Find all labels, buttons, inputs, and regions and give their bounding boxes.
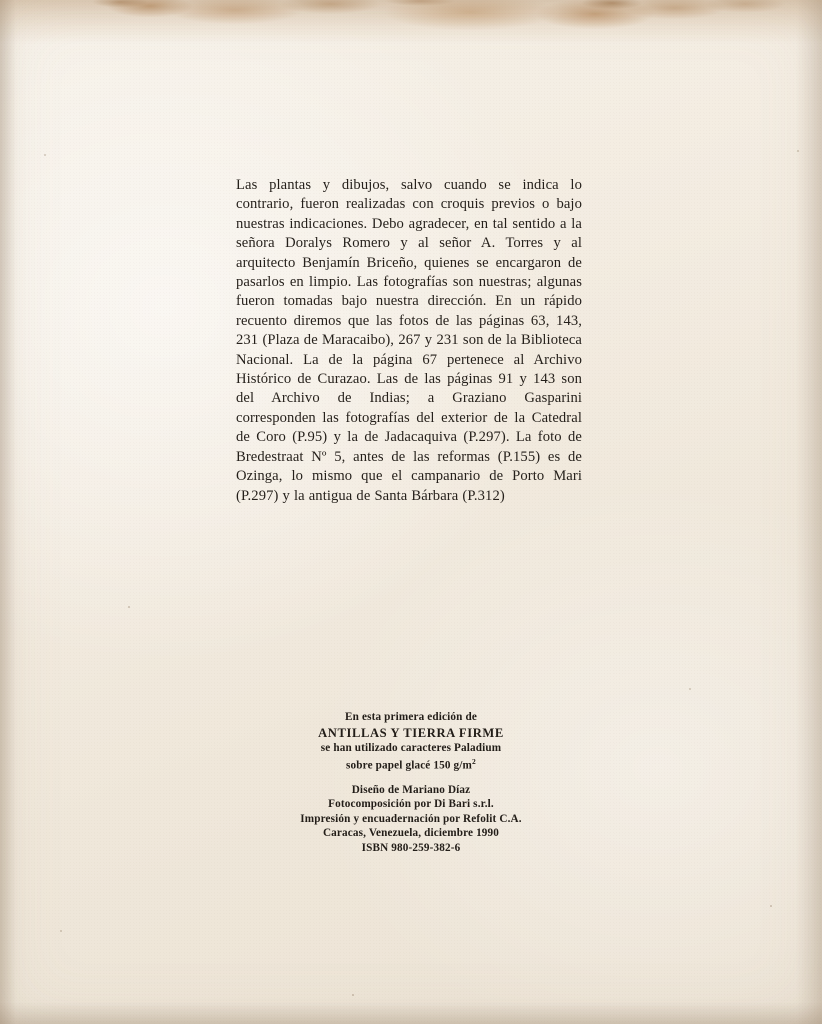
colophon-block (0, 710, 822, 855)
paper-stain-top (0, 0, 822, 44)
paper-speck (352, 994, 354, 996)
paper-speck (128, 606, 130, 608)
paper-speck (770, 905, 772, 907)
paper-edge-bottom (0, 1002, 822, 1024)
paper-speck (60, 930, 62, 932)
colophon-paper-superscript: 2 (472, 757, 476, 767)
paper-speck (44, 154, 46, 156)
acknowledgements-paragraph: Las plantas y dibujos, salvo cuando se indica lo contrario, fueron realizadas con croquis previos o bajo nuestras indicaciones. Debo agradecer, en tal sentido a la señora Doralys Romero y al señor A. Torres y al arquitecto Benjamín Briceño, quienes se encargaron de pasarlos en limpio. Las fotografías son nuestras; algunas fueron tomadas bajo nuestra dirección. En un rápido recuento diremos que las fotos de las páginas 63, 143, 231 (Plaza de Maracaibo), 267 y 231 son de la Biblioteca Nacional. La de la página 67 pertenece al Archivo Histórico de Curazao. Las de las páginas 91 y 143 son del Archivo de Indias; a Graziano Gasparini corresponden las fotografías del exterior de la Catedral de Coro (P.95) y la de Jadacaquiva (P.297). La foto de Bredestraat Nº 5, antes de las reformas (P.155) es de Ozinga, lo mismo que el campanario de Porto Mari (P.297) y la antigua de Santa Bárbara (P.312) (236, 177, 587, 504)
colophon-line-edition: En esta primera edición de (345, 711, 477, 723)
colophon-line-typesetting: Fotocomposición por Di Bari s.r.l. (328, 798, 494, 811)
paper-edge-right (796, 0, 822, 1024)
paper-stain-top-dark (0, 0, 822, 16)
colophon-line-printing: Impresión y encuadernación por Refolit C.A. (300, 812, 522, 825)
colophon-line-paper (0, 755, 822, 773)
colophon-line-isbn: ISBN 980-259-382-6 (361, 841, 461, 854)
colophon-line-designer: Diseño de Mariano Díaz (351, 783, 471, 796)
colophon-paper-text: sobre papel glacé 150 g/m (346, 759, 473, 772)
colophon-work-title: ANTILLAS Y TIERRA FIRME (318, 725, 504, 740)
paper-speck (797, 150, 799, 152)
colophon-line-typeface: se han utilizado caracteres Paladium (320, 741, 502, 754)
paper-edge-left (0, 0, 16, 1024)
colophon-line-place-date: Caracas, Venezuela, diciembre 1990 (322, 827, 500, 840)
colophon-spacer (0, 774, 822, 783)
paper-speck (689, 688, 691, 690)
